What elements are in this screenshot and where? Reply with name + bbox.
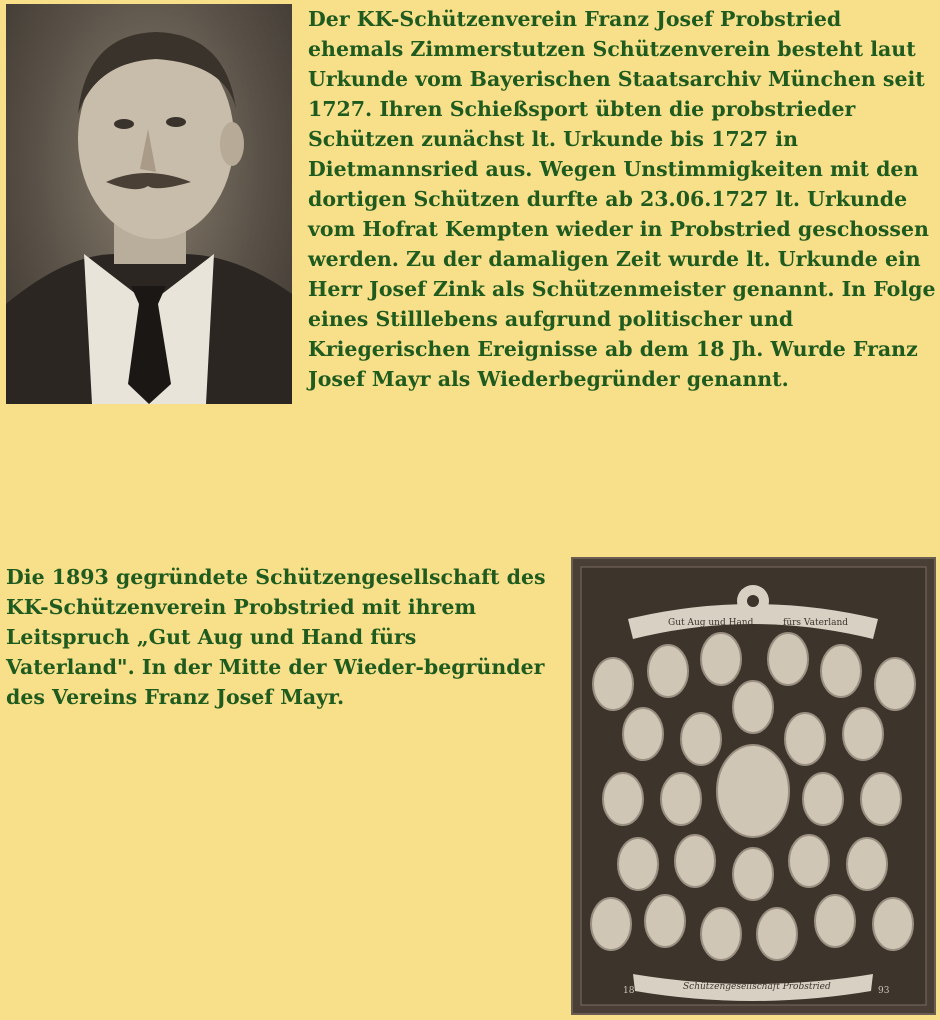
banner-left-text: Gut Aug und Hand — [668, 618, 754, 628]
banner-right-text: fürs Vaterland — [783, 618, 848, 628]
year-right-text: 93 — [878, 986, 890, 996]
footer-caption-text: Schützengesellschaft Probstried — [683, 982, 831, 992]
portrait-illustration — [6, 4, 292, 404]
group-photo-illustration — [573, 559, 934, 1013]
year-left-text: 18 — [623, 986, 635, 996]
group-photo-caption: Die 1893 gegründete Schützengesellschaft des KK-Schützenverein Probstried mit ihrem Leitspruch „Gut Aug und Hand fürs Vaterland". In der Mitte der Wieder-begründer des Vereins Franz Josef Mayr. — [6, 565, 546, 709]
group-photo — [571, 557, 936, 1015]
portrait-photo — [6, 4, 292, 404]
history-paragraph: Der KK-Schützenverein Franz Josef Probstried ehemals Zimmerstutzen Schützenverein besteht laut Urkunde vom Bayerischen Staatsarchiv München seit 1727. Ihren Schießsport übten die probstrieder Schützen zunächst lt. Urkunde bis 1727 in Dietmannsried aus. Wegen Unstimmigkeiten mit den dortigen Schützen durfte ab 23.06.1727 lt. Urkunde vom Hofrat Kempten wieder in Probstried geschossen werden. Zu der damaligen Zeit wurde lt. Urkunde ein Herr Josef Zink als Schützenmeister genannt. In Folge eines Stilllebens aufgrund politischer und Kriegerischen Ereignisse ab dem 18 Jh. Wurde Franz Josef Mayr als Wiederbegründer genannt. — [308, 7, 936, 391]
